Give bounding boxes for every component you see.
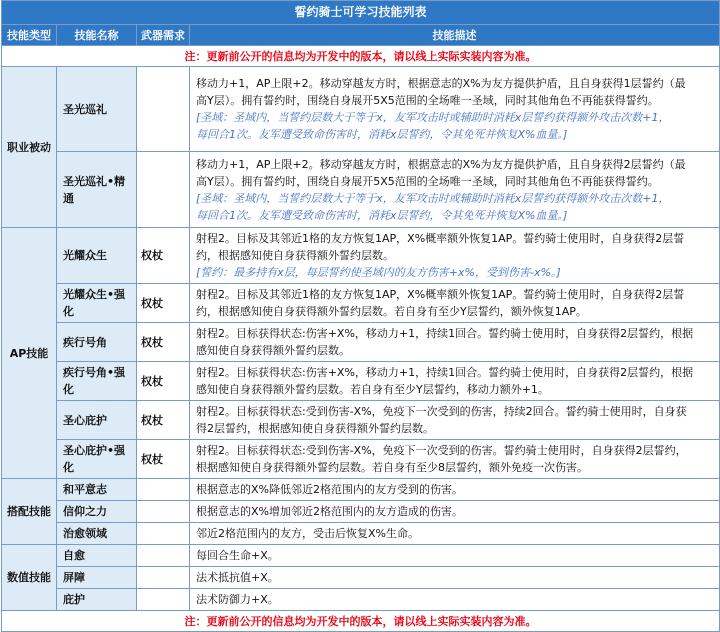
skill-description [190,228,720,284]
header-skill-name: 技能名称 [57,25,137,46]
table-row [2,323,720,362]
notice-top: 注：更新前公开的信息均为开发中的版本，请以线上实际实装内容为准。 [2,46,720,67]
skill-weapon [137,501,190,523]
skill-name: 和平意志 [57,479,137,501]
desc-line: 高Y层）。拥有誓约时，围绕自身展开5X5范围的全场唯一圣域，同时其他角色不再能获得誓约。 [196,94,659,107]
header-skill-type: 技能类型 [2,25,57,46]
skill-description: 每回合生命+X。 [190,545,720,567]
table-row [2,501,720,523]
category-stat: 数值技能 [2,545,57,611]
desc-note: 每回合1次。友军遭受致命伤害时，消耗x层誓约，令其免死并恢复X%血量。] [196,208,568,222]
desc-line: 射程2。目标及其邻近1格的友方恢复1AP，X%概率额外恢复1AP。誓约骑士使用时，自身获得2层誓 [196,232,685,245]
skill-weapon [137,523,190,545]
skill-weapon: 权杖 [137,440,190,479]
table-row [2,589,720,611]
desc-line: 移动力+1，AP上限+2。移动穿越友方时，根据意志的X%为友方提供护盾，且自身获得2层誓约（最 [196,157,686,171]
skill-weapon [137,479,190,501]
skill-weapon: 权杖 [137,284,190,323]
table-title: 誓约骑士可学习技能列表 [2,1,720,25]
category-combo: 搭配技能 [2,479,57,545]
table-row [2,440,720,479]
desc-line: 约，根据感知使自身获得额外誓约层数。若自身有至少Y层誓约，额外恢复1AP。 [196,305,587,318]
desc-note: 每回合1次。友军遭受致命伤害时，消耗x层誓约，令其免死并恢复X%血量。] [196,128,568,141]
skill-name: 光耀众生•强化 [57,284,137,323]
table-row [2,228,720,284]
skill-description [190,152,720,228]
skill-weapon: 权杖 [137,401,190,440]
skill-weapon [137,567,190,589]
desc-line: 射程2。目标获得状态:伤害+X%，移动力+1，持续1回合。誓约骑士使用时，自身获得2层誓约，根据 [196,366,694,379]
desc-line: 得2层誓约，根据感知使自身获得额外誓约层数。 [196,422,434,435]
desc-line: 感知使自身获得额外誓约层数。 [196,344,350,357]
skill-description [190,440,720,479]
skill-description [190,67,720,152]
skill-name: 信仰之力 [57,501,137,523]
skill-description [190,401,720,440]
skill-weapon [137,67,190,152]
category-ap: AP技能 [2,228,57,479]
desc-note: [圣域：圣域内，当誓约层数大于等于x，友军攻击时或辅助时消耗x层誓约获得额外攻击次数+1， [196,191,670,205]
desc-line: 射程2。目标及其邻近1格的友方恢复1AP，X%概率额外恢复1AP。誓约骑士使用时，自身获得2层誓 [196,288,685,301]
skill-weapon [137,545,190,567]
table-row [2,67,720,152]
skill-description: 法术抵抗值+X。 [190,567,720,589]
desc-line: 高Y层）。拥有誓约时，围绕自身展开5X5范围的全场唯一圣域，同时其他角色不再能获得誓约。 [196,174,659,188]
skill-name: 圣心庇护•强化 [57,440,137,479]
skill-name: 治愈领域 [57,523,137,545]
table-row [2,401,720,440]
skill-name: 圣心庇护 [57,401,137,440]
table-row [2,567,720,589]
skill-table [1,0,720,632]
skill-name: 圣光巡礼•精通 [57,152,137,228]
skill-name: 自愈 [57,545,137,567]
category-passive: 职业被动 [2,67,57,228]
desc-line: 根据感知使自身获得额外誓约层数。若自身有至少8层誓约，额外免疫一次伤害。 [196,461,588,474]
skill-name: 疾行号角 [57,323,137,362]
table-row [2,523,720,545]
skill-description: 法术防御力+X。 [190,589,720,611]
notice-bottom: 注：更新前公开的信息均为开发中的版本，请以线上实际实装内容为准。 [2,611,720,632]
desc-note: [圣域：圣域内，当誓约层数大于等于x，友军攻击时或辅助时消耗x层誓约获得额外攻击次数+1， [196,111,670,124]
table-row [2,545,720,567]
desc-line: 射程2。目标获得状态:受到伤害-X%，免疫下一次受到的伤害。誓约骑士使用时，自身获得2层誓约， [196,444,687,457]
skill-weapon: 权杖 [137,323,190,362]
skill-description: 根据意志的X%增加邻近2格范围内的友方造成的伤害。 [190,501,720,523]
table-row [2,479,720,501]
skill-weapon: 权杖 [137,362,190,401]
desc-line: 感知使自身获得额外誓约层数。若自身有至少Y层誓约，移动力额外+1。 [196,383,549,396]
desc-line: 约，根据感知使自身获得额外誓约层数。 [196,249,394,262]
skill-weapon [137,152,190,228]
table-row [2,284,720,323]
skill-name: 庇护 [57,589,137,611]
skill-name: 屏障 [57,567,137,589]
skill-name: 光耀众生 [57,228,137,284]
header-description: 技能描述 [190,25,720,46]
skill-description: 根据意志的X%降低邻近2格范围内的友方受到的伤害。 [190,479,720,501]
header-weapon: 武器需求 [137,25,190,46]
skill-weapon [137,589,190,611]
skill-description [190,284,720,323]
skill-name: 疾行号角•强化 [57,362,137,401]
skill-description [190,323,720,362]
skill-name: 圣光巡礼 [57,67,137,152]
desc-line: 移动力+1，AP上限+2。移动穿越友方时，根据意志的X%为友方提供护盾，且自身获得1层誓约（最 [196,77,686,90]
desc-line: 射程2。目标获得状态:受到伤害-X%，免疫下一次受到的伤害，持续2回合。誓约骑士使用时，自身获 [196,405,687,418]
skill-description: 邻近2格范围内的友方，受击后恢复X%生命。 [190,523,720,545]
skill-weapon: 权杖 [137,228,190,284]
table-row [2,152,720,228]
desc-line: 射程2。目标获得状态:伤害+X%，移动力+1，持续1回合。誓约骑士使用时，自身获得2层誓约，根据 [196,327,694,340]
table-row [2,362,720,401]
desc-note: [誓约：最多持有x层，每层誓约使圣域内的友方伤害+x%，受到伤害-x%。] [196,266,561,279]
skill-description [190,362,720,401]
